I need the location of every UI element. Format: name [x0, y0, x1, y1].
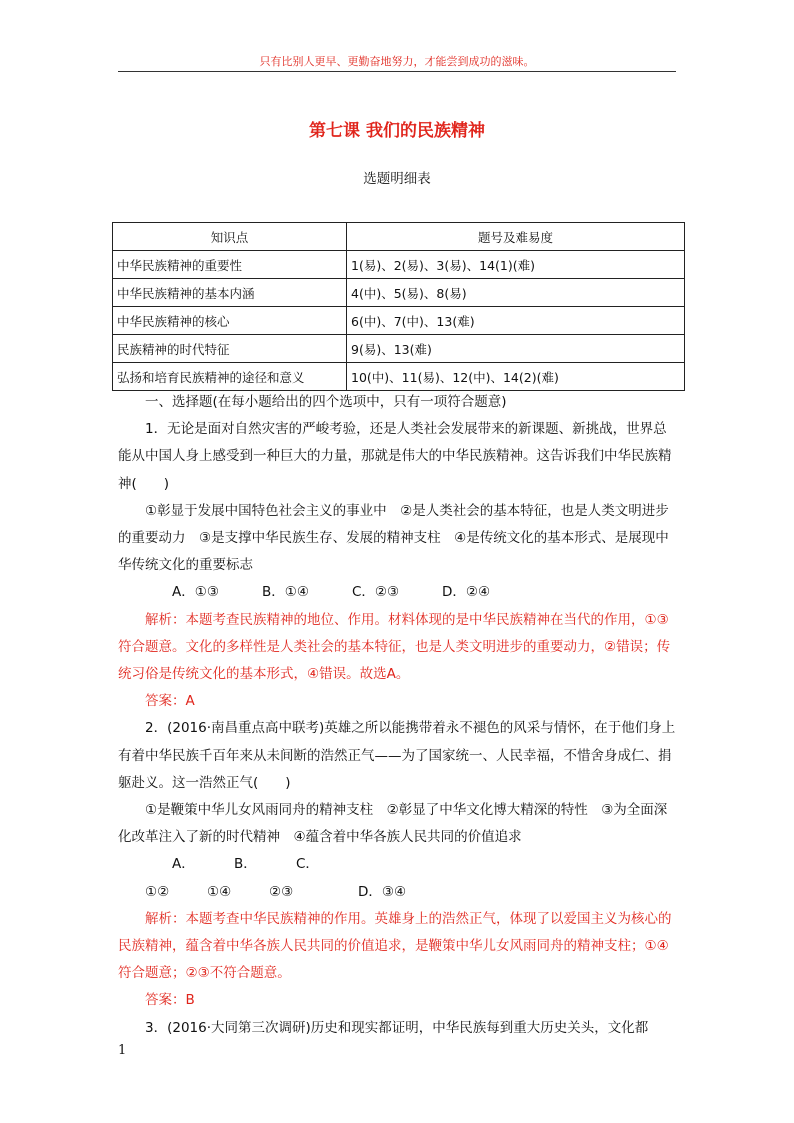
option-a: A．①② [145, 856, 195, 900]
option-b: B．①④ [262, 584, 309, 601]
question-2-answer: 答案：B [145, 992, 195, 1009]
topic-table [112, 222, 685, 391]
page-subtitle: 选题明细表 [363, 171, 431, 187]
table-cell: 弘扬和培育民族精神的途径和意义 [113, 363, 347, 391]
table-header-cell: 题号及难易度 [347, 223, 685, 251]
question-1-analysis: 解析：本题考查民族精神的地位、作用。材料体现的是中华民族精神在当代的作用，①③符合题意。文化的多样性是人类社会的基本特征，也是人类文明进步的重要动力，②错误；传统习俗是传统文化的基本形式，④错误。故选A。 [118, 611, 671, 683]
question-2-options [118, 851, 676, 905]
question-3-stem: 3．(2016·大同第三次调研)历史和现实都证明，中华民族每到重大历史关头，文化都 [145, 1019, 649, 1036]
header-divider [118, 71, 676, 72]
option-d: D．③④ [358, 883, 407, 900]
table-cell: 6(中)、7(中)、13(难) [347, 307, 685, 335]
question-2-stem: 2．(2016·南昌重点高中联考)英雄之所以能携带着永不褪色的风采与情怀，在于他们身上有着中华民族千百年来从未间断的浩然正气——为了国家统一、人民幸福，不惜舍身成仁、捐躯赴义。这一浩然正气( ) [118, 720, 676, 791]
question-2-items: ①是鞭策中华儿女风雨同舟的精神支柱 ②彰显了中华文化博大精深的特性 ③为全面深化改革注入了新的时代精神 ④蕴含着中华各族人民共同的价值追求 [118, 802, 668, 846]
table-row [113, 363, 685, 391]
question-content [118, 389, 676, 1042]
option-c: C．②③ [352, 584, 400, 601]
header-motto: 只有比别人更早、更勤奋地努力，才能尝到成功的滋味。 [259, 55, 535, 68]
page-number: 1 [118, 1043, 127, 1058]
table-row [113, 335, 685, 363]
table-row [113, 251, 685, 279]
question-1-stem: 1．无论是面对自然灾害的严峻考验，还是人类社会发展带来的新课题、新挑战，世界总能从中国人身上感受到一种巨大的力量，那就是伟大的中华民族精神。这告诉我们中华民族精神( ) [118, 421, 672, 492]
option-b: B．①④ [207, 856, 257, 900]
table-row [113, 307, 685, 335]
table-cell: 4(中)、5(易)、8(易) [347, 279, 685, 307]
table-cell: 民族精神的时代特征 [113, 335, 347, 363]
option-c: C．②③ [269, 856, 319, 900]
table-cell: 中华民族精神的基本内涵 [113, 279, 347, 307]
page-title: 第七课 我们的民族精神 [309, 121, 485, 141]
question-2-analysis: 解析：本题考查中华民族精神的作用。英雄身上的浩然正气，体现了以爱国主义为核心的民族精神，蕴含着中华各族人民共同的价值追求，是鞭策中华儿女风雨同舟的精神支柱；①④符合题意；②③不符合题意。 [118, 910, 672, 982]
question-1-answer: 答案：A [145, 693, 195, 710]
question-1-options [118, 579, 676, 606]
table-cell: 1(易)、2(易)、3(易)、14(1)(难) [347, 251, 685, 279]
table-cell: 中华民族精神的核心 [113, 307, 347, 335]
table-cell: 9(易)、13(难) [347, 335, 685, 363]
option-a: A．①③ [172, 584, 219, 601]
table-cell: 10(中)、11(易)、12(中)、14(2)(难) [347, 363, 685, 391]
table-header-cell: 知识点 [113, 223, 347, 251]
table-cell: 中华民族精神的重要性 [113, 251, 347, 279]
table-row [113, 279, 685, 307]
question-1-items: ①彰显于发展中国特色社会主义的事业中 ②是人类社会的基本特征，也是人类文明进步的重要动力 ③是支撑中华民族生存、发展的精神支柱 ④是传统文化的基本形式、是展现中华传统文化的重要标志 [118, 502, 669, 574]
section-heading: 一、选择题(在每小题给出的四个选项中，只有一项符合题意) [145, 394, 507, 410]
table-header-row [113, 223, 685, 251]
option-d: D．②④ [442, 584, 491, 601]
